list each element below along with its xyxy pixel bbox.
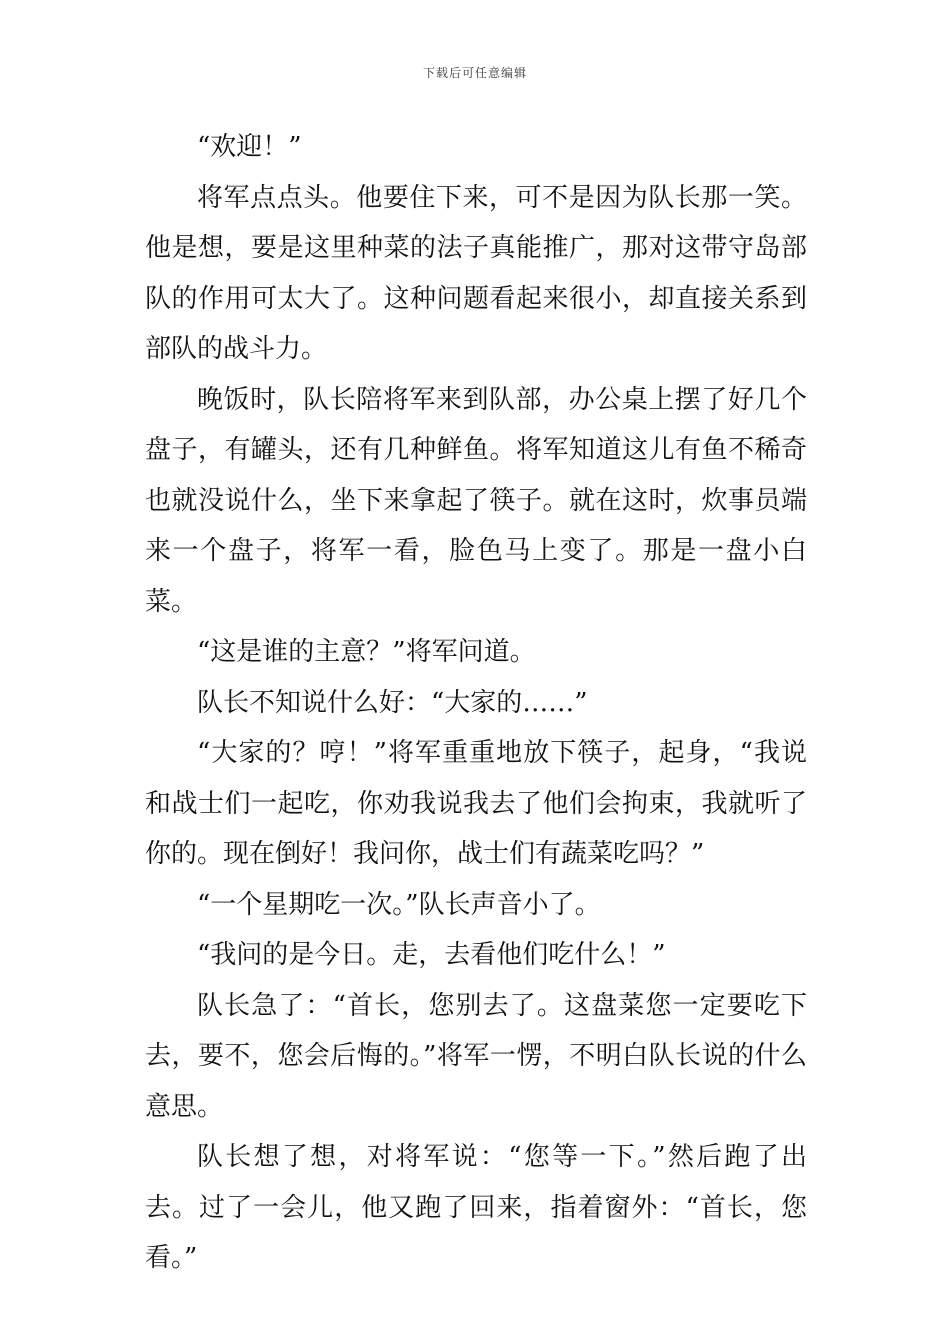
paragraph: 将军点点头。他要住下来，可不是因为队长那一笑。他是想，要是这里种菜的法子真能推广，那对这带守岛部队的作用可太大了。这种问题看起来很小，却直接关系到部队的战斗力。 — [145, 182, 807, 364]
page-header: 下载后可任意编辑 — [422, 66, 527, 80]
body-text — [145, 122, 807, 1284]
paragraph: “我问的是今日。走，去看他们吃什么！” — [197, 940, 666, 970]
paragraph: “一个星期吃一次。”队长声音小了。 — [197, 889, 601, 920]
paragraph: 晚饭时，队长陪将军来到队部，办公桌上摆了好几个盘子，有罐头，还有几种鲜鱼。将军知道这儿有鱼不稀奇也就没说什么，坐下来拿起了筷子。就在这时，炊事员端来一个盘子，将军一看，脸色马上变了。那是一盘小白菜。 — [145, 384, 807, 617]
paragraph: 队长不知说什么好：“大家的……” — [197, 687, 588, 718]
paragraph: “欢迎！” — [197, 132, 302, 162]
paragraph: “这是谁的主意？”将军问道。 — [197, 637, 536, 667]
paragraph: “大家的？哼！”将军重重地放下筷子，起身，“我说和战士们一起吃，你劝我说我去了他们会拘束，我就听了你的。现在倒好！我问你，战士们有蔬菜吃吗？” — [145, 738, 807, 869]
paragraph: 队长急了：“首长，您别去了。这盘菜您一定要吃下去，要不，您会后悔的。”将军一愣，不明白队长说的什么意思。 — [145, 990, 807, 1122]
paragraph: 队长想了想，对将军说：“您等一下。”然后跑了出去。过了一会儿，他又跑了回来，指着窗外：“首长，您看。” — [145, 1142, 807, 1273]
